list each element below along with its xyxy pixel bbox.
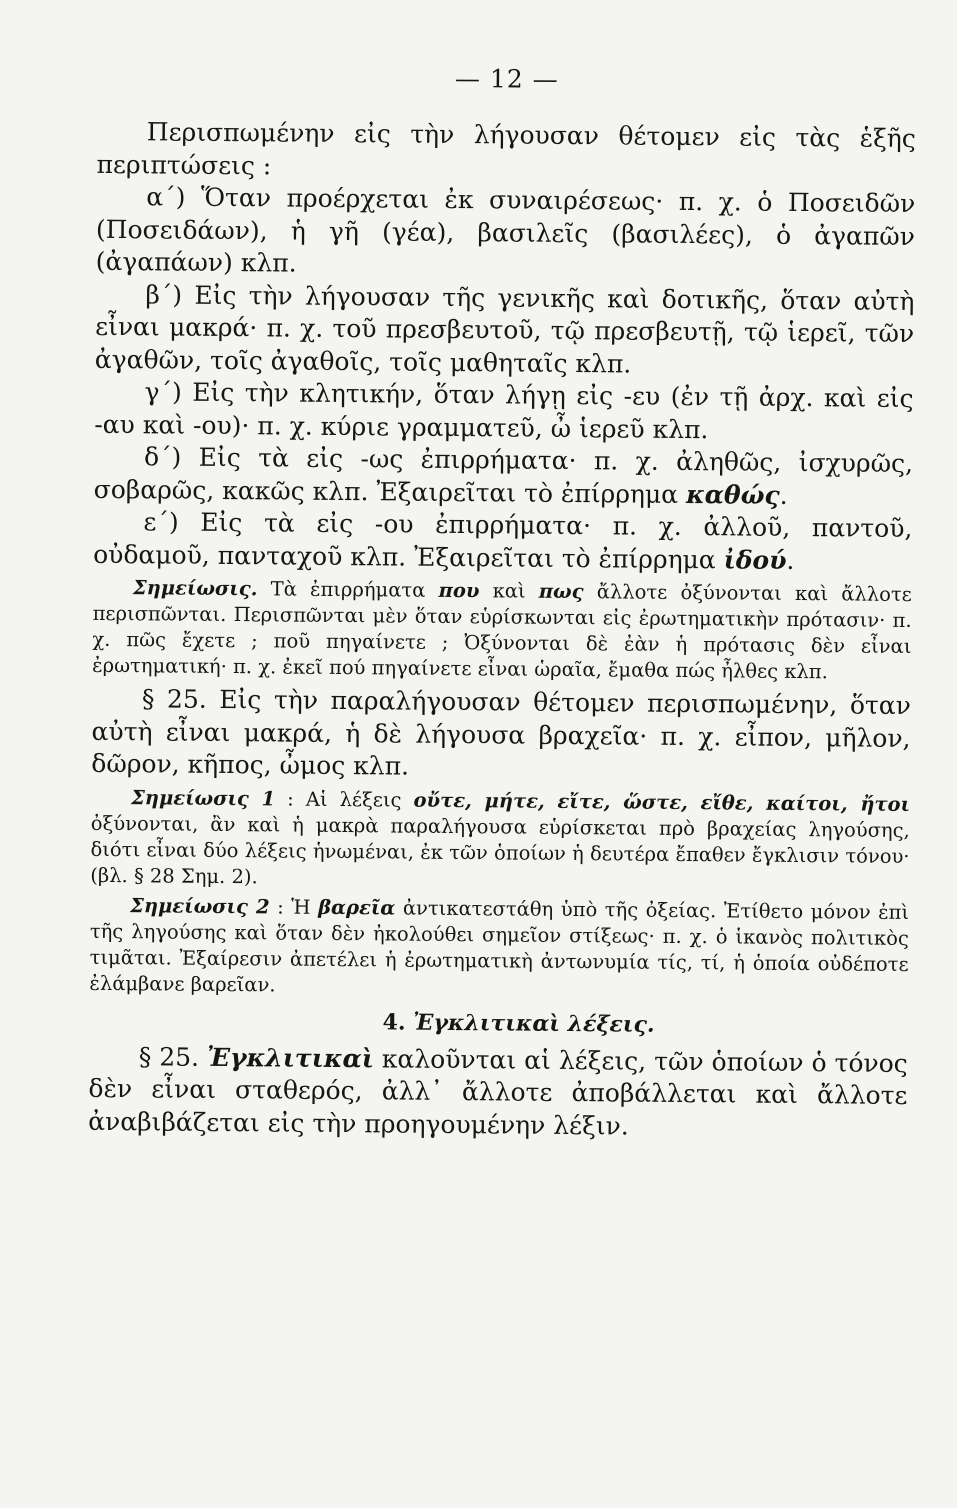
note-label: Σημείωσις 2 — [130, 893, 270, 918]
section-heading — [89, 1002, 908, 1043]
paragraph-section-25-enclitics — [88, 1040, 908, 1145]
case-e-end: . — [786, 545, 795, 575]
case-d-text: δ΄) Εἰς τὰ εἰς -ως ἐπιρρήματα· π. χ. ἀληθῶς, ἰσχυρῶς, σοβαρῶς, κακῶς κλπ. Ἐξαιρεῖται τὸ ἐπίρρημα — [93, 442, 914, 509]
section-number: § 25. — [138, 1041, 208, 1072]
paragraph-case-b: β΄) Εἰς τὴν λήγουσαν τῆς γενικῆς καὶ δοτικῆς, ὅταν αὐτὴ εἶναι μακρά· π. χ. τοῦ πρεσβευτοῦ, τῷ πρεσβευτῇ, τῷ ἱερεῖ, τῶν ἀγαθῶν, τοῖς ἀγαθοῖς, τοῖς μαθηταῖς κλπ. — [94, 279, 915, 379]
paragraph-case-e — [93, 506, 913, 578]
paragraph-case-d — [94, 441, 914, 513]
note-text: : Ἡ — [269, 894, 319, 919]
case-d-exception: καθώς — [685, 479, 780, 510]
note-label: Σημείωσις. — [132, 576, 258, 601]
note-text: : Αἱ λέξεις — [274, 786, 414, 812]
case-e-text: ε΄) Εἰς τὰ εἰς -ου ἐπιρρήματα· π. χ. ἀλλοῦ, παντοῦ, οὐδαμοῦ, πανταχοῦ κλπ. Ἐξαιρεῖται τὸ ἐπίρρημα — [93, 507, 913, 574]
paragraph-section-25-penult: § 25. Εἰς τὴν παραλήγουσαν θέτομεν περισπωμένην, ὅταν αὐτὴ εἶναι μακρά, ἡ δὲ λήγουσα βραχεῖα· π. χ. εἶπον, μῆλον, δῶρον, κῆπος, ὦμος κλπ. — [91, 684, 912, 781]
note-text: ἄλλοτε ὀξύνονται καὶ ἄλλοτε περισπῶνται. Περισπῶνται μὲν ὅταν εὑρίσκωνται εἰς ἐρωτηματικὴν πρότασιν· π. χ. πῶς ἔχετε ; ποῦ πηγαίνετε ; Ὀξύνονται δὲ ἐὰν ἡ πρότασις δὲν εἶναι ἐρωτηματική· π. χ. ἐκεῖ πού πηγαίνετε εἶναι ὡραῖα, ἔμαθα πώς ἦλθες κλπ. — [92, 580, 912, 684]
paragraph-intro: Περισπωμένην εἰς τὴν λήγουσαν θέτομεν εἰς τὰς ἑξῆς περιπτώσεις : — [96, 117, 916, 180]
heading-number: 4. — [382, 1008, 406, 1036]
case-d-end: . — [779, 480, 788, 510]
section-text: καλοῦνται αἱ λέξεις, τῶν ὁποίων ὁ τόνος δὲν εἶναι σταθερός, ἀλλ᾽ ἄλλοτε ἀποβάλλεται καὶ ἄλλοτε ἀναβιβάζεται εἰς τὴν προηγουμένην λέξιν. — [88, 1043, 908, 1141]
term-enclitics: Ἐγκλιτικαὶ — [206, 1042, 374, 1073]
note-emph: πως — [538, 579, 584, 604]
note-1 — [90, 784, 910, 895]
note-text: ἀντικατεστάθη ὑπὸ τῆς ὀξείας. Ἐτίθετο μόνον ἐπὶ τῆς ληγούσης καὶ ὅταν δὲν ἠκολούθει σημεῖον στίξεως· π. χ. ὁ ἱκανὸς πολιτικὸς τιμᾶται. Ἐξαίρεσιν ἀπετέλει ἡ ἐρωτηματικὴ ἀντωνυμία τίς, τί, ἡ ὁποία οὐδέποτε ἐλάμβανε βαρεῖαν. — [89, 895, 910, 996]
note-emph: οὔτε, μήτε, εἴτε, ὥστε, εἴθε, καίτοι, ἤτοι — [413, 788, 911, 816]
note-emph: βαρεῖα — [318, 895, 396, 919]
note-emph: που — [438, 578, 480, 603]
note-text: καὶ — [479, 579, 539, 603]
note-text: Τὰ ἐπιρρήματα — [257, 577, 439, 602]
case-e-exception: ἰδού — [723, 544, 787, 575]
paragraph-case-c: γ΄) Εἰς τὴν κλητικήν, ὅταν λήγῃ εἰς -ευ (ἐν τῇ ἀρχ. καὶ εἰς -αυ καὶ -ου)· π. χ. κύριε γραμματεῦ, ὦ ἱερεῦ κλπ. — [94, 377, 914, 444]
note-text: ὀξύνονται, ἂν καὶ ἡ μακρὰ παραλήγουσα εὑρίσκεται πρὸ βραχείας ληγούσης, διότι εἶναι δύο λέξεις ἡνωμέναι, ἐκ τῶν ὁποίων ἡ δευτέρα ἔπαθεν ἔγκλισιν τόνου· (βλ. § 28 Σημ. 2). — [90, 811, 910, 888]
note-label: Σημείωσις 1 — [130, 785, 276, 810]
paragraph-case-a: α΄) Ὅταν προέρχεται ἐκ συναιρέσεως· π. χ. ὁ Ποσειδῶν (Ποσειδάων), ἡ γῆ (γέα), βασιλεῖς (βασιλέες), ὁ ἀγαπῶν (ἀγαπάων) κλπ. — [95, 182, 916, 278]
page-number: — 12 — — [454, 63, 559, 94]
heading-title: Ἐγκλιτικαὶ λέξεις. — [413, 1009, 655, 1038]
note-adverbs — [92, 575, 912, 686]
note-2 — [89, 892, 909, 1003]
